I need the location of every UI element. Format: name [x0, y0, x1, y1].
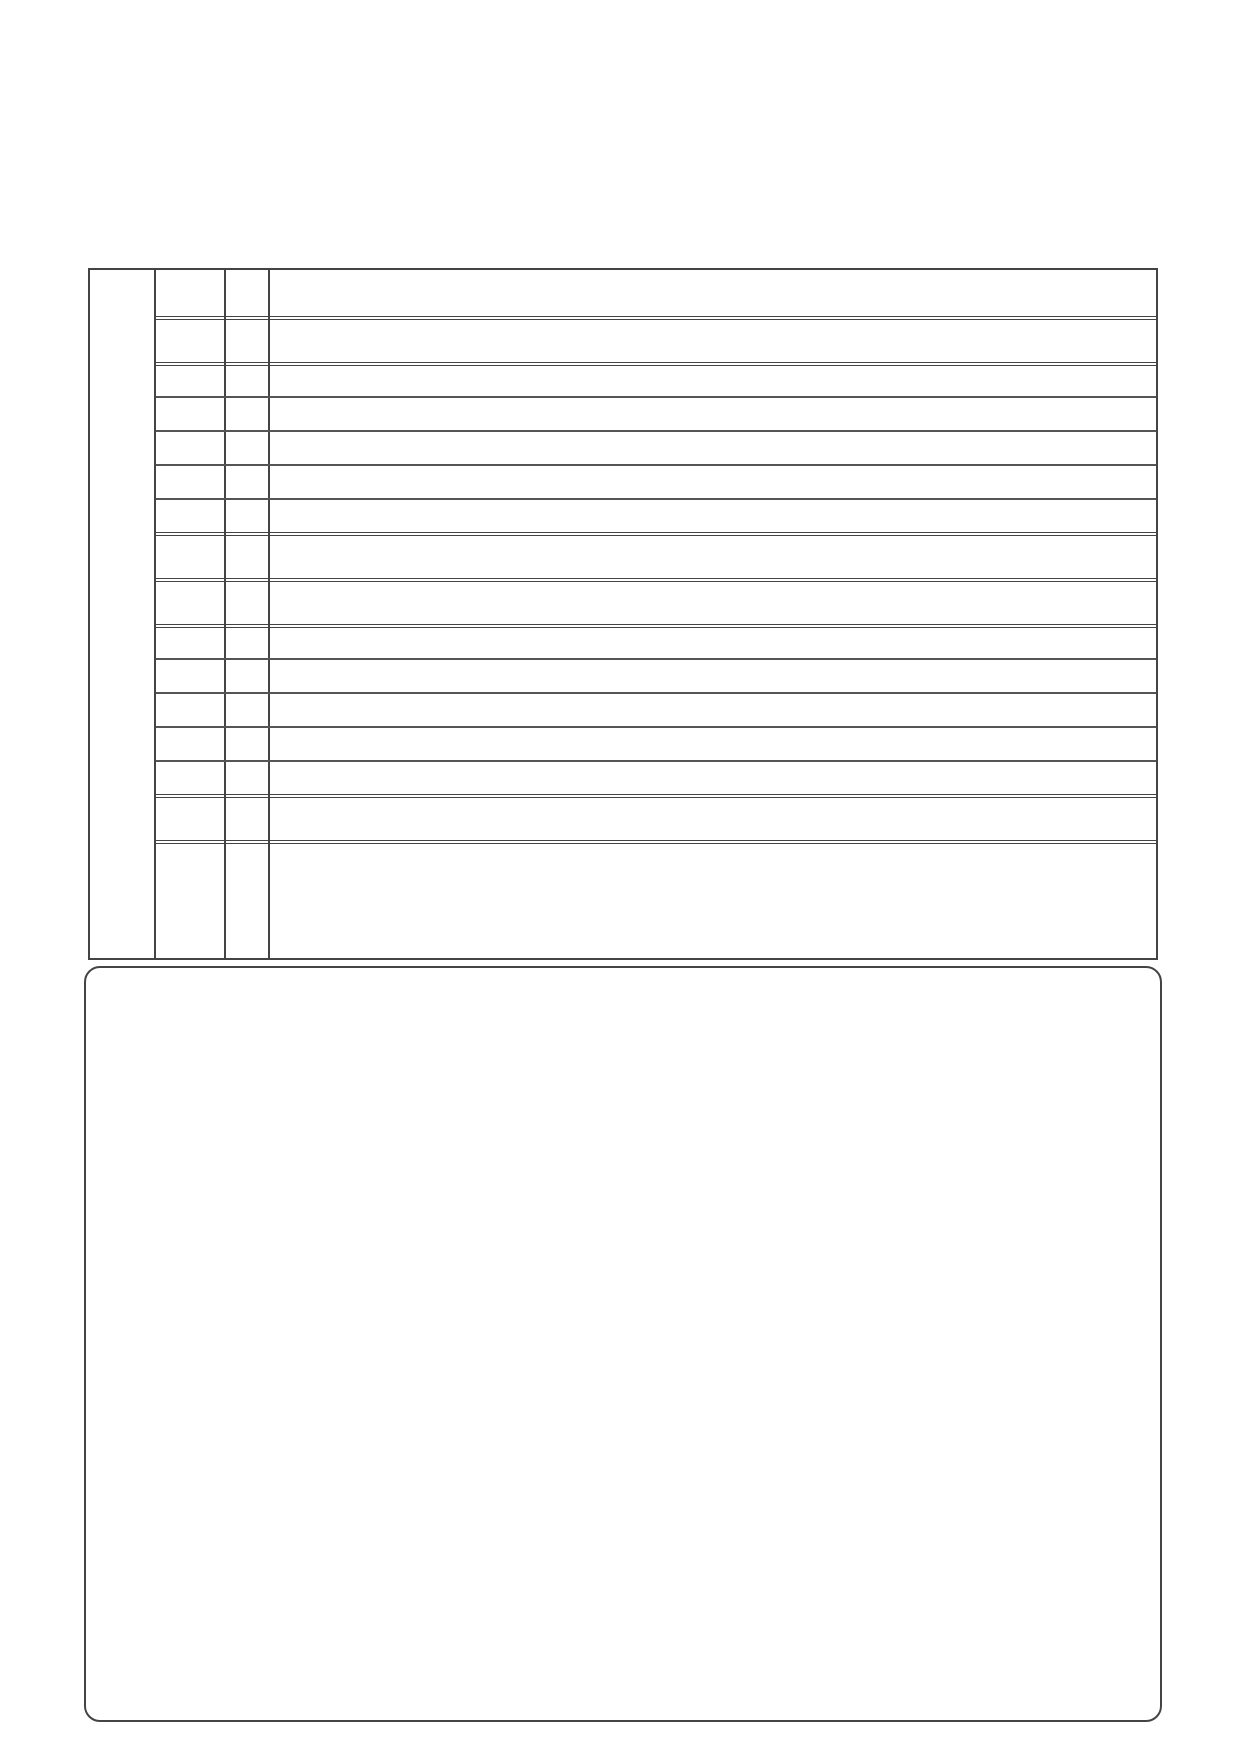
schedule-row	[156, 794, 1156, 840]
weekday	[224, 500, 268, 532]
day-number	[156, 466, 224, 498]
day-number	[156, 536, 224, 578]
schedule-row	[156, 464, 1156, 498]
weekday	[224, 320, 268, 362]
events	[298, 398, 1152, 430]
schedule-row	[156, 726, 1156, 760]
schedule-row	[156, 498, 1156, 532]
schedule-row	[156, 430, 1156, 464]
schedule-row	[156, 316, 1156, 362]
events	[298, 270, 1152, 316]
schedule-table	[88, 268, 1158, 960]
notice-heading	[114, 1142, 1140, 1170]
events	[298, 844, 1152, 886]
day-number	[156, 762, 224, 794]
notice-heading	[114, 1244, 1140, 1272]
weekday	[224, 366, 268, 396]
day-number	[156, 660, 224, 692]
weekday	[224, 728, 268, 760]
notice-heading	[114, 1050, 1140, 1078]
day-number	[156, 366, 224, 396]
events	[298, 694, 1152, 726]
events	[298, 798, 1152, 840]
events	[298, 432, 1152, 464]
weekday	[224, 582, 268, 624]
day-number	[156, 432, 224, 464]
day-number	[156, 500, 224, 532]
events	[298, 366, 1152, 396]
weekday	[224, 694, 268, 726]
weekday	[224, 660, 268, 692]
day-number	[156, 320, 224, 362]
schedule-row	[156, 658, 1156, 692]
notice-item-acclamation	[114, 1050, 1140, 1078]
schedule-row	[156, 840, 1156, 886]
weekday	[224, 762, 268, 794]
events	[298, 628, 1152, 658]
events	[298, 728, 1152, 760]
events	[298, 762, 1152, 794]
weekday	[224, 798, 268, 840]
day-number	[156, 628, 224, 658]
schedule-row	[156, 760, 1156, 794]
day-number	[156, 798, 224, 840]
day-number	[156, 582, 224, 624]
schedule-row	[156, 578, 1156, 624]
weekday	[224, 536, 268, 578]
events	[298, 500, 1152, 532]
day-number	[156, 398, 224, 430]
day-number	[156, 694, 224, 726]
notice-box	[84, 966, 1162, 1722]
schedule-row	[156, 692, 1156, 726]
weekday	[224, 270, 268, 316]
day-number	[156, 728, 224, 760]
schedule-row	[156, 362, 1156, 396]
events	[298, 466, 1152, 498]
weekday	[224, 398, 268, 430]
weekday	[224, 432, 268, 464]
notice-item-wedding	[114, 1244, 1140, 1272]
notice-item-new-book	[114, 1142, 1140, 1170]
day-number	[156, 844, 224, 886]
schedule-row	[156, 270, 1156, 316]
events	[298, 536, 1152, 578]
weekday	[224, 466, 268, 498]
events	[298, 320, 1152, 362]
events	[298, 582, 1152, 624]
weekday	[224, 628, 268, 658]
day-number	[156, 270, 224, 316]
schedule-row	[156, 532, 1156, 578]
events	[298, 660, 1152, 692]
schedule-row	[156, 396, 1156, 430]
weekday	[224, 844, 268, 886]
schedule-row	[156, 624, 1156, 658]
